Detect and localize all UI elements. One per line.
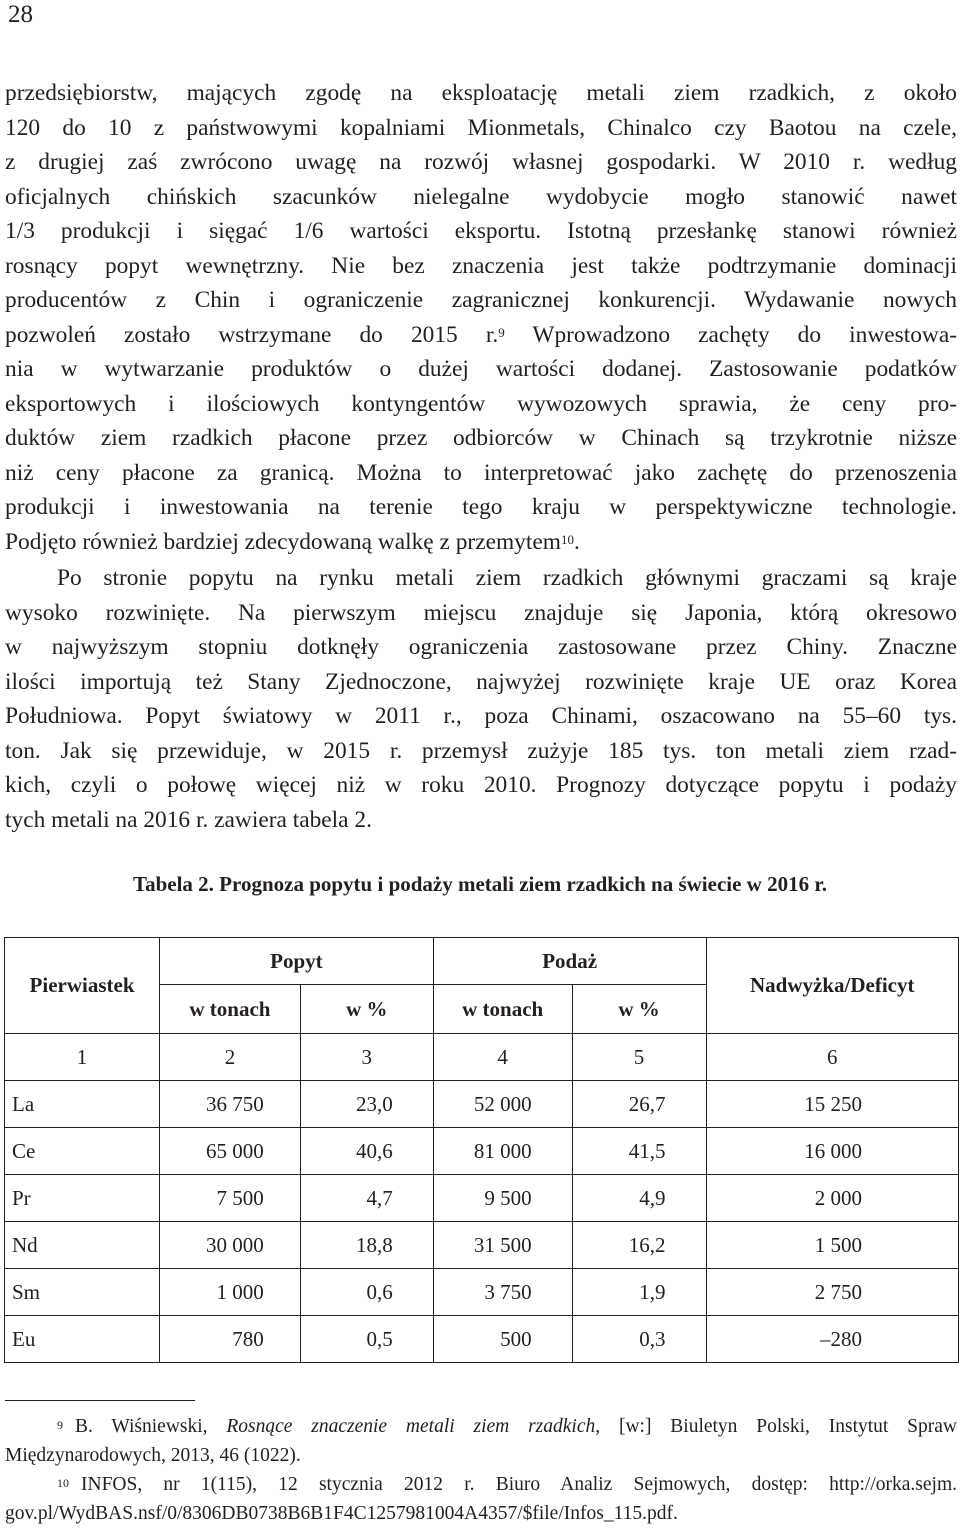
cell-balance: 2 000 bbox=[706, 1175, 958, 1222]
text-fragment[interactable]: INFOS, nr 1(115), 12 stycznia 2012 r. Biuro Analiz Sejmowych, dostęp: http://orka.sejm. bbox=[81, 1474, 957, 1495]
text-line: 1/3 produkcji i sięgać 1/6 wartości eksportu. Istotną przesłankę stanowi również bbox=[5, 218, 957, 244]
cell-supply-tons: 52 000 bbox=[433, 1081, 572, 1128]
cell-demand-tons: 1 000 bbox=[160, 1269, 301, 1316]
column-number: 5 bbox=[572, 1034, 706, 1081]
column-number: 1 bbox=[5, 1034, 160, 1081]
column-number: 3 bbox=[300, 1034, 433, 1081]
footnote-line: Międzynarodowych, 2013, 46 (1022). bbox=[5, 1445, 301, 1466]
cell-demand-percent: 0,6 bbox=[300, 1269, 433, 1316]
text-line: przedsiębiorstw, mających zgodę na eksploatację metali ziem rzadkich, z około bbox=[5, 80, 957, 106]
text-line: rosnący popyt wewnętrzny. Nie bez znaczenia jest także podtrzymanie dominacji bbox=[5, 252, 957, 279]
cell-supply-percent: 0,3 bbox=[572, 1316, 706, 1363]
text-line: ton. Jak się przewiduje, w 2015 r. przemysł zużyje 185 tys. ton metali ziem rzad- bbox=[5, 737, 957, 764]
footnote-ref-10[interactable]: 10 bbox=[560, 531, 574, 547]
cell-balance: 15 250 bbox=[706, 1081, 958, 1128]
cell-supply-percent: 41,5 bbox=[572, 1128, 706, 1175]
text-line: 120 do 10 z państwowymi kopalniami Mionmetals, Chinalco czy Baotou na czele, bbox=[5, 114, 957, 141]
text-line: niż ceny płacone za granicą. Można to interpretować jako zachętę do przenoszenia bbox=[5, 459, 957, 486]
table-row bbox=[5, 1222, 959, 1269]
cell-supply-percent: 1,9 bbox=[572, 1269, 706, 1316]
cell-element: Sm bbox=[5, 1269, 160, 1316]
text-line: wysoko rozwinięte. Na pierwszym miejscu znajduje się Japonia, którą okresowo bbox=[5, 599, 957, 626]
page-number: 28 bbox=[8, 1, 33, 28]
header-supply: Podaż bbox=[433, 938, 706, 985]
text-fragment: , [w:] Biuletyn Polski, Instytut Spraw bbox=[595, 1416, 957, 1437]
text-line: producentów z Chin i ograniczenie zagranicznej konkurencji. Wydawanie nowych bbox=[5, 287, 957, 313]
header-demand-tons: w tonach bbox=[160, 985, 301, 1034]
footnote-line bbox=[5, 1470, 957, 1499]
text-line bbox=[5, 318, 957, 353]
cell-supply-percent: 4,9 bbox=[572, 1175, 706, 1222]
text-line: w najwyższym stopniu dotknęły ograniczenia zastosowane przez Chiny. Znaczne bbox=[5, 634, 957, 660]
cell-demand-tons: 780 bbox=[160, 1316, 301, 1363]
cell-element: La bbox=[5, 1081, 160, 1128]
cell-demand-tons: 36 750 bbox=[160, 1081, 301, 1128]
header-balance: Nadwyżka/Deficyt bbox=[706, 938, 958, 1034]
text-line: Południowa. Popyt światowy w 2011 r., poza Chinami, oszacowano na 55–60 tys. bbox=[5, 703, 957, 729]
cell-balance: –280 bbox=[706, 1316, 958, 1363]
footnote-number: 9 bbox=[57, 1418, 63, 1432]
text-line: ilości importują też Stany Zjednoczone, najwyżej rozwinięte kraje UE oraz Korea bbox=[5, 668, 957, 695]
cell-element: Pr bbox=[5, 1175, 160, 1222]
cell-demand-tons: 7 500 bbox=[160, 1175, 301, 1222]
text-line: Po stronie popytu na rynku metali ziem rzadkich głównymi graczami są kraje bbox=[57, 565, 957, 591]
cell-supply-percent: 26,7 bbox=[572, 1081, 706, 1128]
footnote-url-line[interactable]: gov.pl/WydBAS.nsf/0/8306DB0738B6B1F4C1257981004A4357/$file/Infos_115.pdf. bbox=[5, 1503, 678, 1524]
text-fragment: pozwoleń zostało wstrzymane do 2015 r. bbox=[5, 321, 499, 348]
text-line bbox=[5, 525, 957, 560]
text-line: tych metali na 2016 r. zawiera tabela 2. bbox=[5, 806, 372, 833]
cell-element: Eu bbox=[5, 1316, 160, 1363]
text-line: produkcji i inwestowania na terenie tego kraju w perspektywiczne technologie. bbox=[5, 494, 957, 520]
cell-demand-percent: 40,6 bbox=[300, 1128, 433, 1175]
cell-demand-tons: 30 000 bbox=[160, 1222, 301, 1269]
column-number: 4 bbox=[433, 1034, 572, 1081]
cell-supply-tons: 3 750 bbox=[433, 1269, 572, 1316]
text-fragment: B. Wiśniewski, bbox=[75, 1416, 227, 1437]
column-number: 6 bbox=[706, 1034, 958, 1081]
footnote-title: Rosnące znaczenie metali ziem rzadkich bbox=[226, 1416, 596, 1437]
footnote-ref-9[interactable]: 9 bbox=[498, 324, 505, 340]
paragraph-1 bbox=[5, 76, 957, 559]
text-fragment: Wprowadzono zachęty do inwestowa- bbox=[504, 321, 957, 348]
cell-demand-percent: 4,7 bbox=[300, 1175, 433, 1222]
text-line: duktów ziem rzadkich płacone przez odbiorców w Chinach są trzykrotnie niższe bbox=[5, 425, 957, 451]
table-row bbox=[5, 1128, 959, 1175]
header-element: Pierwiastek bbox=[5, 938, 160, 1034]
text-line: nia w wytwarzanie produktów o dużej wartości dodanej. Zastosowanie podatków bbox=[5, 356, 957, 382]
header-demand-percent: w % bbox=[300, 985, 433, 1034]
table-row bbox=[5, 1081, 959, 1128]
table-row bbox=[5, 1269, 959, 1316]
cell-demand-percent: 18,8 bbox=[300, 1222, 433, 1269]
header-supply-percent: w % bbox=[572, 985, 706, 1034]
cell-supply-tons: 81 000 bbox=[433, 1128, 572, 1175]
cell-balance: 1 500 bbox=[706, 1222, 958, 1269]
cell-demand-percent: 0,5 bbox=[300, 1316, 433, 1363]
cell-element: Nd bbox=[5, 1222, 160, 1269]
cell-element: Ce bbox=[5, 1128, 160, 1175]
footnote-divider bbox=[5, 1400, 195, 1401]
text-line: eksportowych i ilościowych kontyngentów wywozowych sprawia, że ceny pro- bbox=[5, 390, 957, 417]
footnote-line bbox=[5, 1412, 957, 1441]
text-fragment: . bbox=[573, 528, 580, 555]
text-line: kich, czyli o połowę więcej niż w roku 2010. Prognozy dotyczące popytu i podaży bbox=[5, 772, 957, 798]
cell-supply-tons: 9 500 bbox=[433, 1175, 572, 1222]
cell-supply-tons: 500 bbox=[433, 1316, 572, 1363]
header-demand: Popyt bbox=[160, 938, 434, 985]
cell-supply-percent: 16,2 bbox=[572, 1222, 706, 1269]
header-supply-tons: w tonach bbox=[433, 985, 572, 1034]
cell-demand-percent: 23,0 bbox=[300, 1081, 433, 1128]
table-row bbox=[5, 1175, 959, 1222]
table-caption: Tabela 2. Prognoza popytu i podaży metali ziem rzadkich na świecie w 2016 r. bbox=[133, 872, 827, 896]
footnote-9 bbox=[5, 1412, 957, 1470]
text-line: z drugiej zaś zwrócono uwagę na rozwój własnej gospodarki. W 2010 r. według bbox=[5, 149, 957, 175]
footnote-number: 10 bbox=[57, 1476, 69, 1490]
text-fragment: Podjęto również bardziej zdecydowaną walkę z przemytem bbox=[5, 528, 561, 555]
cell-supply-tons: 31 500 bbox=[433, 1222, 572, 1269]
text-line: oficjalnych chińskich szacunków nielegalne wydobycie mogło stanowić nawet bbox=[5, 183, 957, 210]
paragraph-2 bbox=[5, 561, 957, 837]
footnote-10 bbox=[5, 1470, 957, 1528]
column-number: 2 bbox=[160, 1034, 301, 1081]
table-row bbox=[5, 1316, 959, 1363]
cell-balance: 16 000 bbox=[706, 1128, 958, 1175]
cell-demand-tons: 65 000 bbox=[160, 1128, 301, 1175]
rare-earth-table bbox=[4, 937, 959, 1363]
cell-balance: 2 750 bbox=[706, 1269, 958, 1316]
